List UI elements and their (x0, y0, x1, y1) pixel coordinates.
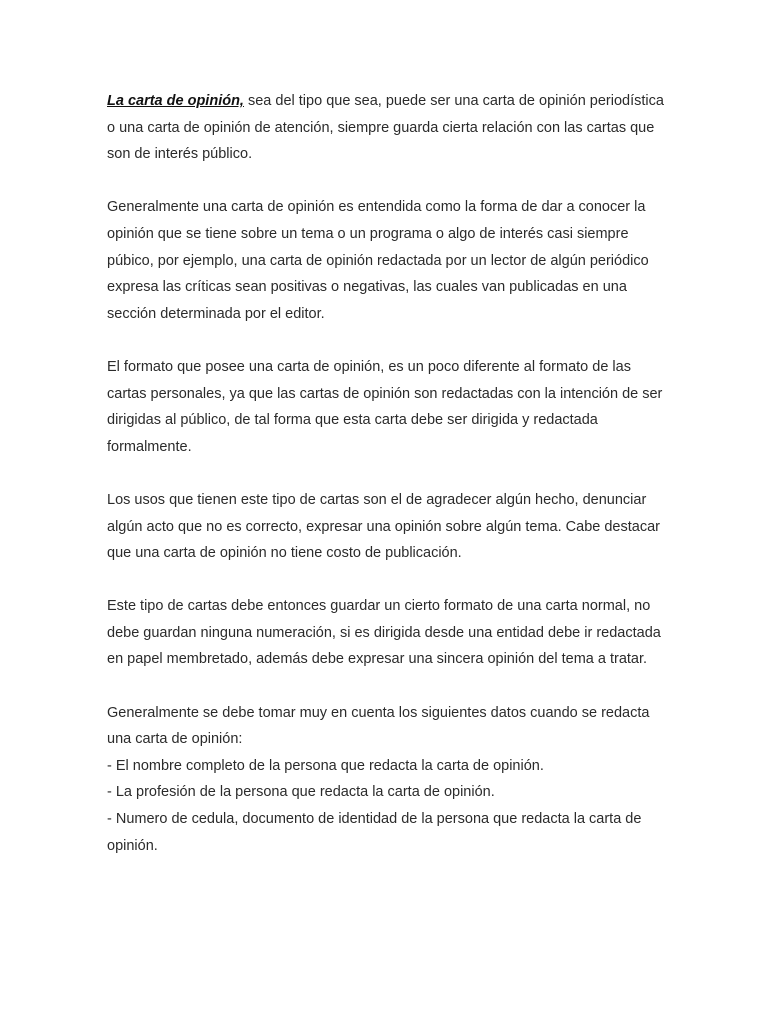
paragraph-format: El formato que posee una carta de opinión, es un poco diferente al formato de las cartas personales, ya que las cartas de opinión son redactadas con la intención de ser dirigidas al público, de tal forma que esta carta debe ser dirigida y redactada formalmente. (107, 358, 663, 455)
intro-paragraph (107, 88, 667, 168)
paragraph-definition: Generalmente una carta de opinión es entendida como la forma de dar a conocer la opinión que se tiene sobre un tema o un programa o algo de interés casi siempre púbico, por ejemplo, una carta de opinión redactada por un lector de algún periódico expresa las críticas sean positivas o negativas, las cuales van publicadas en una sección determinada por el editor. (107, 199, 649, 322)
list-item: - La profesión de la persona que redacta la carta de opinión. (107, 784, 495, 801)
required-data-list (107, 753, 667, 859)
document-page (107, 88, 667, 859)
paragraph-structure: Este tipo de cartas debe entonces guardar un cierto formato de una carta normal, no debe guardan ninguna numeración, si es dirigida desde una entidad debe ir redactada en papel membretado, además debe expresar una sincera opinión del tema a tratar. (107, 598, 661, 668)
list-item: - Numero de cedula, documento de identidad de la persona que redacta la carta de opinión. (107, 811, 642, 854)
list-item: - El nombre completo de la persona que redacta la carta de opinión. (107, 757, 544, 774)
paragraph-uses: Los usos que tienen este tipo de cartas son el de agradecer algún hecho, denunciar algún acto que no es correcto, expresar una opinión sobre algún tema. Cabe destacar que una carta de opinión no tiene costo de publicación. (107, 491, 660, 562)
intro-text: sea del tipo que sea, puede ser una carta de opinión periodística o una carta de opinión de atención, siempre guarda cierta relación con las cartas que son de interés público. (107, 93, 664, 163)
list-intro: Generalmente se debe tomar muy en cuenta los siguientes datos cuando se redacta una carta de opinión: (107, 704, 650, 748)
intro-title: La carta de opinión, (107, 93, 244, 109)
